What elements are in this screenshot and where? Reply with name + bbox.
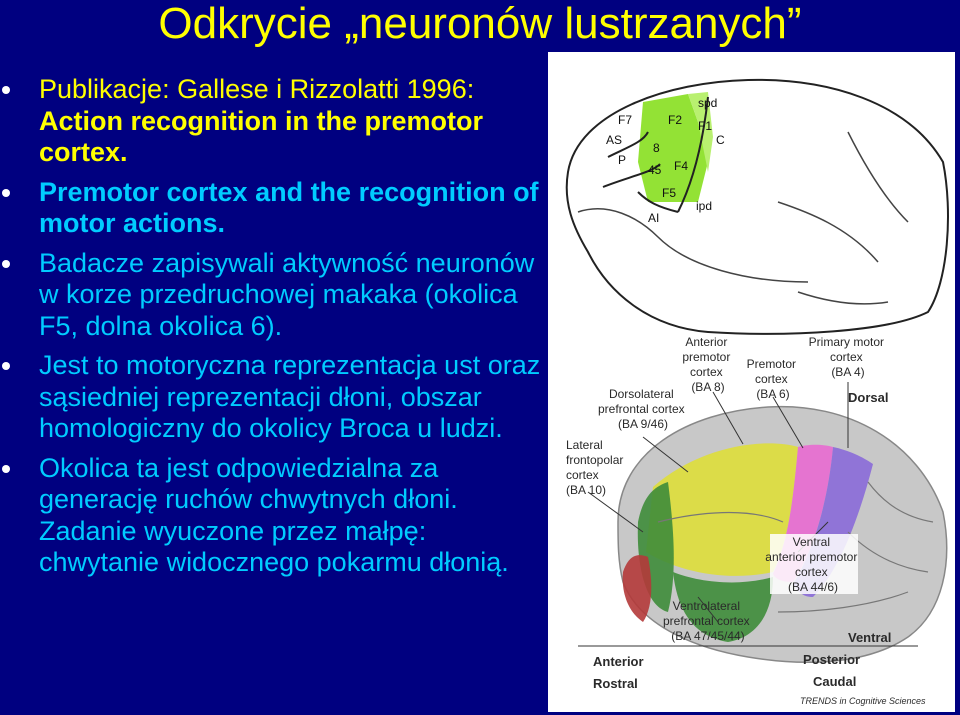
label-anterior: Anterior xyxy=(593,654,644,669)
brain-figure-svg xyxy=(548,52,955,712)
area-8-label: 8 xyxy=(653,141,660,155)
bullet-text: Badacze zapisywali aktywność neuronów w korze przedruchowej makaka (okolica F5, dolna okolica 6). xyxy=(39,247,535,341)
bullet-item xyxy=(0,74,548,169)
bullet-item xyxy=(0,177,548,240)
area-45-label: 45 xyxy=(648,163,662,177)
bullet-dot-icon xyxy=(2,189,10,197)
area-spd-label: spd xyxy=(698,96,718,110)
bullet-text: Premotor cortex and the recognition of motor actions. xyxy=(39,176,539,238)
label-rostral: Rostral xyxy=(593,676,638,691)
bullet-item xyxy=(0,453,548,579)
bullet-text-bold: Action recognition in the premotor cortex. xyxy=(39,105,483,167)
area-F1-label: F1 xyxy=(698,119,713,133)
slide-title: Odkrycie „neuronów lustrzanych” xyxy=(158,0,802,48)
label-posterior: Posterior xyxy=(803,652,861,667)
area-C-label: C xyxy=(716,133,725,147)
label-dorsal: Dorsal xyxy=(848,390,889,405)
bullet-dot-icon xyxy=(2,86,10,94)
area-F2-label: F2 xyxy=(668,113,683,127)
bullet-item xyxy=(0,248,548,343)
area-P-label: P xyxy=(618,153,627,167)
area-AI-label: AI xyxy=(648,211,660,225)
label-lateral-frontopolar: Lateral frontopolar cortex (BA 10) xyxy=(566,438,624,497)
bullet-dot-icon xyxy=(2,465,10,473)
area-ipd-label: ipd xyxy=(696,199,713,213)
bullet-text: Okolica ta jest odpowiedzialna za generację ruchów chwytnych dłoni. Zadanie wyuczone przez małpę: chwytanie widocznego pokarmu dłonią. xyxy=(39,452,509,577)
label-dorsolateral: Dorsolateral prefrontal cortex (BA 9/46) xyxy=(597,387,685,431)
label-premotor: Premotor cortex (BA 6) xyxy=(746,357,797,401)
bullet-text: Jest to motoryczna reprezentacja ust oraz sąsiedniej reprezentacji dłoni, obszar homologiczny do okolicy Broca u ludzi. xyxy=(39,350,541,443)
label-ventral: Ventral xyxy=(848,630,892,645)
area-F5-label: F5 xyxy=(662,186,677,200)
label-ventral-anterior-premotor: Ventral anterior premotor cortex (BA 44/6) xyxy=(765,535,858,594)
area-F4-label: F4 xyxy=(674,159,689,173)
label-anterior-premotor: Anterior premotor cortex (BA 8) xyxy=(682,335,731,394)
bullet-text: Publikacje: Gallese i Rizzolatti 1996: xyxy=(39,74,475,104)
label-ventrolateral: Ventrolateral prefrontal cortex (BA 47/45/44) xyxy=(662,599,750,643)
label-caudal: Caudal xyxy=(813,674,857,689)
bullet-list xyxy=(0,74,548,587)
brain-figure xyxy=(548,52,955,712)
bullet-dot-icon xyxy=(2,362,10,370)
area-AS-label: AS xyxy=(606,133,623,147)
area-F7-label: F7 xyxy=(618,113,633,127)
bullet-dot-icon xyxy=(2,260,10,268)
label-primary-motor: Primary motor cortex (BA 4) xyxy=(808,335,884,379)
bullet-item xyxy=(0,350,548,445)
figure-credit: TRENDS in Cognitive Sciences xyxy=(800,696,926,706)
